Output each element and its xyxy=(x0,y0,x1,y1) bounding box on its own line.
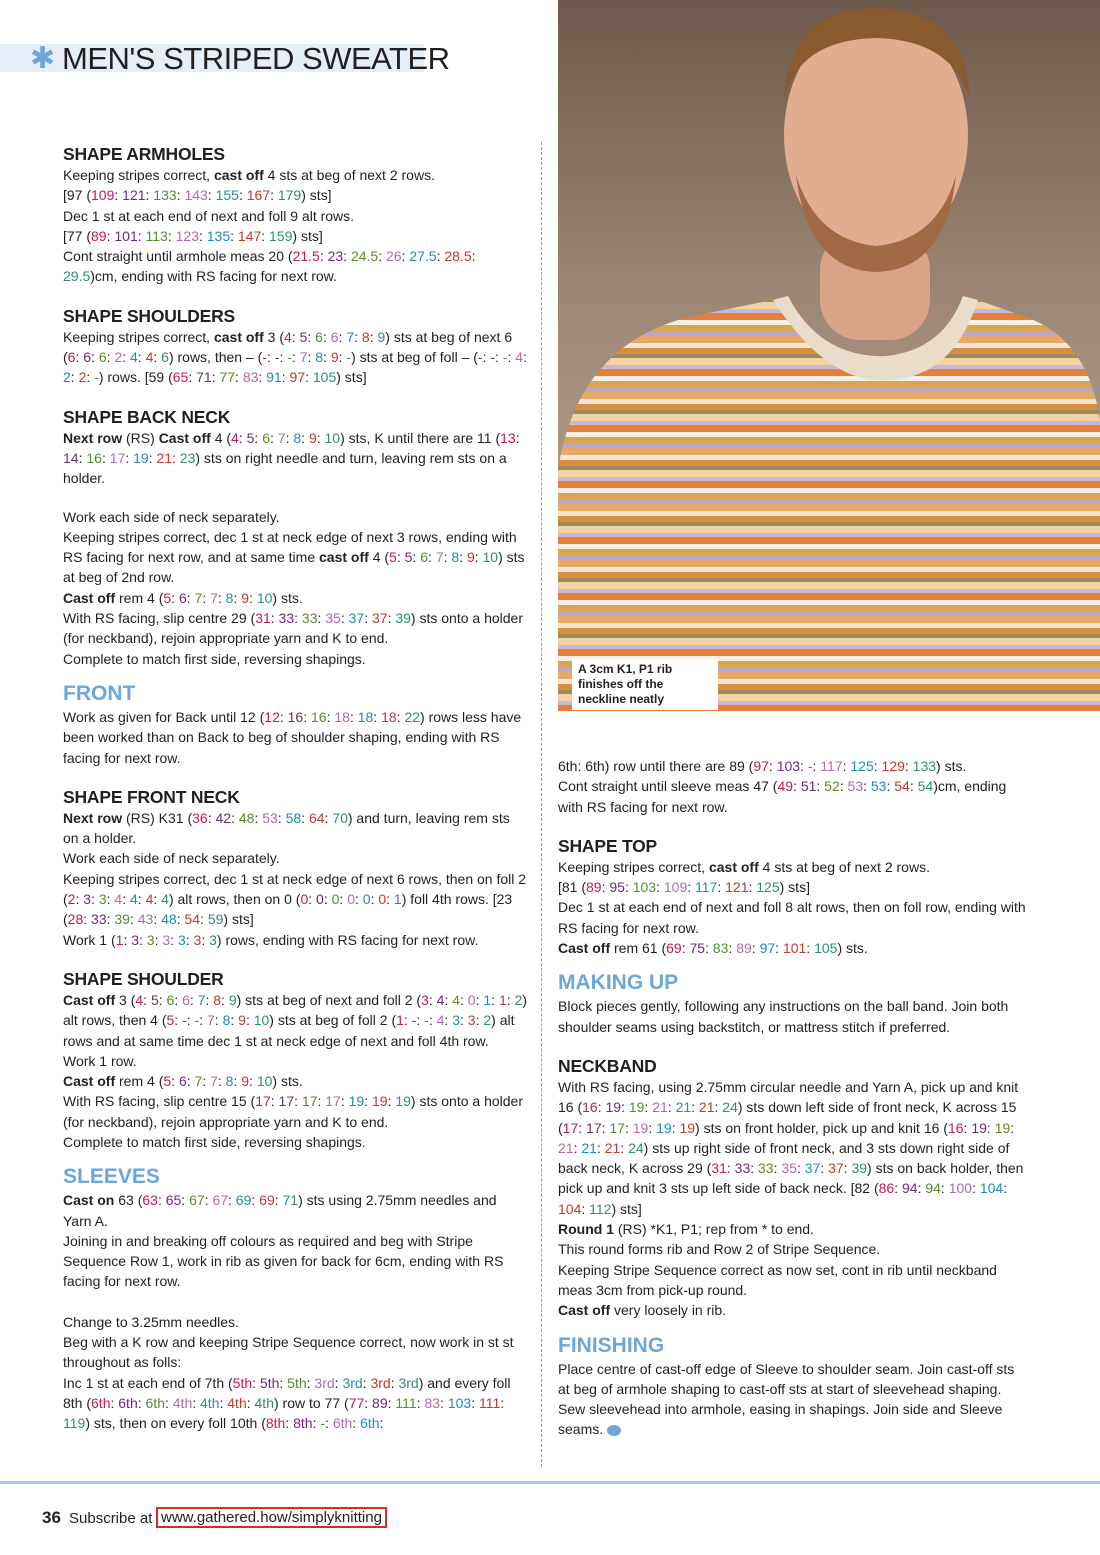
asterisk-flower-icon: ✱ xyxy=(30,42,56,75)
instruction-line: Work 1 row. xyxy=(63,1052,137,1069)
section-heading: SHAPE FRONT NECK xyxy=(63,786,240,807)
instruction-line: Work as given for Back until 12 (12: 16: 16: 18: 18: 18: 22) rows less have been worked than on Back to beg of shoulder shaping, ending with RS facing for next row. xyxy=(63,708,522,766)
stitch-count: [81 (89: 95: 103: 109: 117: 121: 125) sts] xyxy=(558,879,810,896)
section-heading: SHAPE TOP xyxy=(558,835,658,856)
instruction-line: Keeping Stripe Sequence correct as now set, cont in rib until neckband meas 3cm from pick-up round. xyxy=(558,1261,997,1298)
instruction-line: Cast off rem 4 (5: 6: 7: 7: 8: 9: 10) sts. xyxy=(63,589,303,606)
instruction-line: Work 1 (1: 3: 3: 3: 3: 3: 3) rows, ending with RS facing for next row. xyxy=(63,931,479,948)
main-heading: FRONT xyxy=(63,681,136,705)
instruction-line: Keeping stripes correct, cast off 3 (4: 5: 6: 6: 7: 8: 9) sts at beg of next 6 (6: 6: 6: 2: 4: 4: 6) rows, then – (-: -: -: 7: 8: 9: -) sts at beg of foll – (-: -: -: 4: 2: 2: -) rows. [59 (65: 71: 77: 83: 91: 97: 105) sts] xyxy=(63,328,527,386)
instruction-line: Cast off rem 4 (5: 6: 7: 7: 8: 9: 10) sts. xyxy=(63,1073,303,1090)
instruction-line: Complete to match first side, reversing shapings. xyxy=(63,1133,366,1150)
instruction-line: With RS facing, slip centre 29 (31: 33: 33: 35: 37: 37: 39) sts onto a holder (for neckband), rejoin appropriate yarn and K to end. xyxy=(63,610,523,647)
stitch-count: [77 (89: 101: 113: 123: 135: 147: 159) sts] xyxy=(63,227,323,244)
section-heading: SHAPE SHOULDER xyxy=(63,968,224,989)
instruction-line: Keeping stripes correct, dec 1 st at neck edge of next 6 rows, then on foll 2 (2: 3: 3: 4: 4: 4: 4) alt rows, then on 0 (0: 0: 0: 0: 0: 0: 1) foll 4th rows. [23 (28: 33: 39: 43: 48: 54: 59) sts] xyxy=(63,870,527,928)
instruction-line: Next row (RS) Cast off 4 (4: 5: 6: 7: 8: 9: 10) sts, K until there are 11 (13: 14: 16: 17: 19: 21: 23) sts on right needle and turn, leaving rem sts on a holder. xyxy=(63,429,520,487)
instruction-line: Cast off very loosely in rib. xyxy=(558,1302,727,1319)
instruction-line: Change to 3.25mm needles. xyxy=(63,1313,239,1330)
instruction-line: 6th: 6th) row until there are 89 (97: 103: -: 117: 125: 129: 133) sts. xyxy=(558,758,967,774)
instruction-line: Beg with a K row and keeping Stripe Sequence correct, now work in st st throughout as folls: xyxy=(63,1334,514,1371)
instruction-line: Work each side of neck separately. xyxy=(63,850,280,867)
section-heading: SHAPE ARMHOLES xyxy=(63,144,225,164)
right-column xyxy=(558,756,1028,1440)
instruction-line: Keeping stripes correct, cast off 4 sts at beg of next 2 rows. xyxy=(558,858,930,875)
section-heading: NECKBAND xyxy=(558,1055,657,1076)
model-illustration xyxy=(558,0,1100,711)
instruction-line: Complete to match first side, reversing shapings. xyxy=(63,650,366,667)
instruction-line: Work each side of neck separately. xyxy=(63,508,280,525)
column-divider xyxy=(541,142,542,1467)
section-heading: SHAPE SHOULDERS xyxy=(63,305,236,326)
instruction-line: Dec 1 st at each end of next and foll 9 alt rows. xyxy=(63,207,355,224)
instruction-line: Inc 1 st at each end of 7th (5th: 5th: 5th: 3rd: 3rd: 3rd: 3rd) and every foll 8th (6th: 6th: 6th: 4th: 4th: 4th: 4th) row to 77 (77: 89: 111: 83: 103: 111: 119) sts, then on every foll 10th (8th: 8th: -: 6th: 6th: xyxy=(63,1374,511,1432)
instruction-line: Cast on 63 (63: 65: 67: 67: 69: 69: 71) sts using 2.75mm needles and Yarn A. xyxy=(63,1192,497,1229)
main-heading: FINISHING xyxy=(558,1333,665,1357)
subscribe-text: Subscribe at xyxy=(69,1510,153,1527)
sweater-photo xyxy=(558,0,1100,711)
instruction-line: Round 1 (RS) *K1, P1; rep from * to end. xyxy=(558,1221,814,1238)
yarn-ball-end-icon xyxy=(607,1425,621,1436)
main-heading: SLEEVES xyxy=(63,1165,160,1189)
instruction-line: Cont straight until sleeve meas 47 (49: 51: 52: 53: 53: 54: 54)cm, ending with RS facing for next row. xyxy=(558,778,1007,815)
stitch-count: [97 (109: 121: 133: 143: 155: 167: 179) sts] xyxy=(63,187,332,204)
instruction-line: Place centre of cast-off edge of Sleeve to shoulder seam. Join cast-off sts at beg of armhole shaping to cast-off sts at start of sleevehead shaping. Sew sleevehead into armhole, easing in shapings. Join side and Sleeve seams. xyxy=(558,1360,1015,1438)
instruction-line: This round forms rib and Row 2 of Stripe Sequence. xyxy=(558,1241,881,1258)
instruction-line: Keeping stripes correct, cast off 4 sts at beg of next 2 rows. xyxy=(63,167,435,183)
main-heading: MAKING UP xyxy=(558,971,679,995)
subscribe-link[interactable]: www.gathered.how/simplyknitting xyxy=(156,1507,387,1528)
photo-caption: A 3cm K1, P1 rib finishes off the neckline neatly xyxy=(572,659,718,710)
instruction-line: With RS facing, slip centre 15 (17: 17: 17: 17: 19: 19: 19) sts onto a holder (for neckband), rejoin appropriate yarn and K to end. xyxy=(63,1093,523,1130)
instruction-line: Dec 1 st at each end of next and foll 8 alt rows, then on foll row, ending with RS facing for next row. xyxy=(558,899,1026,936)
instruction-line: Cont straight until armhole meas 20 (21.5: 23: 24.5: 26: 27.5: 28.5: 29.5)cm, ending with RS facing for next row. xyxy=(63,248,476,285)
instruction-line: Keeping stripes correct, dec 1 st at neck edge of next 3 rows, ending with RS facing for next row, and at same time cast off 4 (5: 5: 6: 7: 8: 9: 10) sts at beg of 2nd row. xyxy=(63,528,525,586)
instruction-line: Joining in and breaking off colours as required and beg with Stripe Sequence Row 1, work in rib as given for back for 6cm, ending with RS facing for next row. xyxy=(63,1232,504,1290)
instruction-line: Next row (RS) K31 (36: 42: 48: 53: 58: 64: 70) and turn, leaving rem sts on a holder. xyxy=(63,809,510,847)
page-title: MEN'S STRIPED SWEATER xyxy=(62,41,450,76)
footer-divider xyxy=(0,1481,1100,1484)
instruction-line: Cast off rem 61 (69: 75: 83: 89: 97: 101: 105) sts. xyxy=(558,940,868,957)
instruction-line: Cast off 3 (4: 5: 6: 6: 7: 8: 9) sts at beg of next and foll 2 (3: 4: 4: 0: 1: 1: 2) alt rows, then 4 (5: -: -: 7: 8: 9: 10) sts at beg of foll 2 (1: -: -: 4: 3: 3: 2) alt rows and at same time dec 1 st at neck edge of next and foll 4th row. xyxy=(63,991,527,1049)
instruction-line: With RS facing, using 2.75mm circular needle and Yarn A, pick up and knit 16 (16: 19: 19: 21: 21: 21: 24) sts down left side of front neck, K across 15 (17: 17: 17: 19: 19: 19) sts on front holder, pick up and knit 16 (16: 19: 19: 21: 21: 21: 24) sts up right side of front neck, and 3 sts down right side of back neck, K across 29 (31: 33: 33: 35: 37: 37: 39) sts on back holder, then pick up and knit 3 sts up left side of back neck. [82 (86: 94: 94: 100: 104: 104: 112) sts] xyxy=(558,1078,1024,1217)
section-heading: SHAPE BACK NECK xyxy=(63,406,231,427)
page-number: 36 xyxy=(42,1508,61,1527)
instruction-line: Block pieces gently, following any instructions on the ball band. Join both shoulder seams using backstitch, or mattress stitch if preferred. xyxy=(558,998,1009,1035)
left-column xyxy=(63,143,528,1434)
